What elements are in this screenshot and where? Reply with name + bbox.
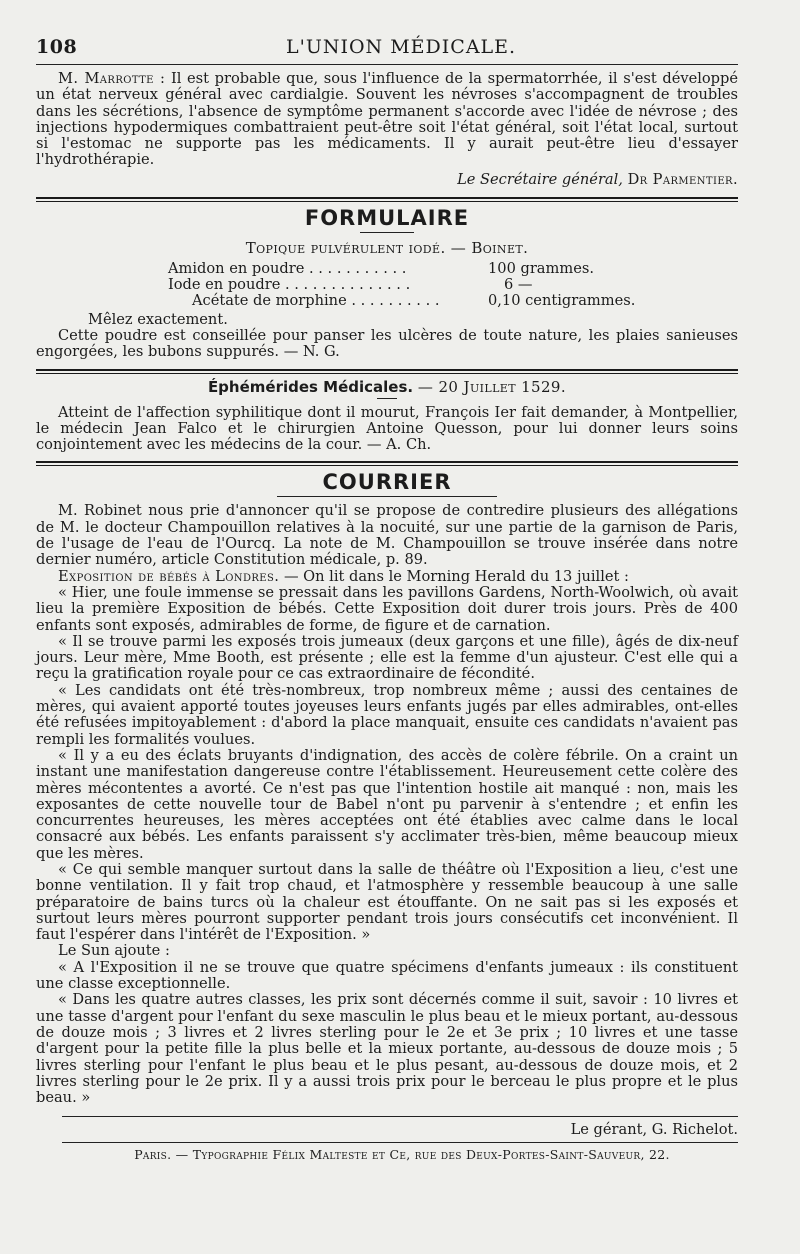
mix-instruction: Mêlez exactement. bbox=[88, 310, 228, 328]
formulaire-text: Cette poudre est conseillée pour panser les ulcères de toute nature, les plaies sanieuses engorgées, les bubons suppurés. — N. G. bbox=[36, 326, 738, 361]
printer-imprint: Paris. — Typographie Félix Malteste et Ce, rue des Deux-Portes-Saint-Sauveur, 22. bbox=[134, 1147, 670, 1163]
short-divider bbox=[360, 232, 414, 233]
ingredient-amount: 0,10 centigrammes. bbox=[488, 292, 636, 310]
ingredient-name: Iode en poudre . . . . . . . . . . . . . . bbox=[168, 276, 411, 294]
ingredient-amount: 6 — bbox=[504, 276, 533, 294]
journal-title: L'UNION MÉDICALE. bbox=[286, 36, 517, 58]
ephemerides-date: — 20 Juillet 1529. bbox=[417, 377, 567, 396]
courrier-paragraph: « Ce qui semble manquer surtout dans la salle de théâtre où l'Exposition a lieu, c'est une bonne ventilation. Il y fait trop chaud, et l'atmosphère y ressemble beaucoup à une salle préparatoire de bains turcs où la chaleur est étouffante. On ne sait pas si les exposés et surtout leurs mères pourront supporter pendant trois jours consécutifs cet inconvénient. Il faut l'espérer dans l'intérêt de l'Exposition. » bbox=[36, 860, 738, 944]
ingredient-row bbox=[36, 261, 738, 277]
signature-role: Le Secrétaire général, bbox=[457, 170, 623, 188]
short-divider bbox=[377, 398, 397, 399]
courrier-paragraph: « Les candidats ont été très-nombreux, trop nombreux même ; aussi des centaines de mères, qui avaient apporté toutes joyeuses leurs enfants jugés par elles admirables, ont-elles été refusées impitoyablement : d'abord la place manquait, ensuite ces candidats n'avaient pas rempli les formalités voulues. bbox=[36, 681, 738, 748]
courrier-paragraph: « Hier, une foule immense se pressait dans les pavillons Gardens, North-Woolwich, où avait lieu la première Exposition de bébés. Cette Exposition doit durer trois jours. Près de 400 enfants sont exposés, admirables de forme, de figure et de carnation. bbox=[36, 583, 738, 634]
ephemerides-heading bbox=[36, 378, 738, 396]
courrier-paragraph: Le Sun ajoute : bbox=[58, 942, 170, 960]
ephemerides-text: Atteint de l'affection syphilitique dont il mourut, François Ier fait demander, à Montpellier, le médecin Jean Falco et le chirurgien Antoine Quesson, pour lui donner leurs soins conjointement avec les médecins de la cour. — A. Ch. bbox=[36, 403, 738, 454]
manager-signature: Le gérant, G. Richelot. bbox=[570, 1121, 738, 1139]
page-number: 108 bbox=[36, 36, 78, 58]
section-divider bbox=[36, 369, 738, 374]
ingredient-name: Amidon en poudre . . . . . . . . . . . bbox=[168, 259, 407, 277]
section-divider bbox=[36, 461, 738, 466]
courrier-paragraph: « Il se trouve parmi les exposés trois jumeaux (deux garçons et une fille), âgés de dix-neuf jours. Leur mère, Mme Booth, est présente ; elle est la femme d'un ajusteur. C'est elle qui a reçu la gratification royale pour ce cas extraordinaire de fécondité. bbox=[36, 632, 738, 683]
courrier-paragraph: « Il y a eu des éclats bruyants d'indignation, des accès de colère fébrile. On a craint un instant une manifestation dangereuse contre l'établissement. Heureusement cette colère des mères mécontentes a avorté. Ce n'est pas que l'intention hostile ait manqué : non, mais les exposantes de cette nouvelle tour de Babel n'ont pu parvenir à s'entendre ; et enfin les concurrentes heureuses, les mères acceptées ont été établies avec calme dans le local consacré aux bébés. Les enfants paraissent s'y acclimater très-bien, même beaucoup mieux que les mères. bbox=[36, 746, 738, 862]
exposition-lead: Exposition de bébés à Londres. bbox=[58, 567, 280, 585]
marrotte-paragraph bbox=[36, 71, 738, 169]
exposition-intro: — On lit dans le Morning Herald du 13 juillet : bbox=[283, 567, 629, 585]
page-header bbox=[36, 34, 738, 64]
ingredient-row bbox=[36, 293, 738, 309]
courrier-heading: COURRIER bbox=[322, 470, 452, 495]
formulaire-heading: FORMULAIRE bbox=[304, 205, 470, 230]
courrier-paragraph bbox=[36, 569, 738, 585]
ingredient-list bbox=[36, 261, 738, 310]
formula-title: Topique pulvérulent iodé. — Boinet. bbox=[245, 238, 529, 257]
courrier-paragraph: M. Robinet nous prie d'annoncer qu'il se propose de contredire plusieurs des allégations de M. le docteur Champouillon relatives à la nocuité, sur une partie de la garnison de Paris, de l'usage de l'eau de l'Ourcq. La note de M. Champouillon se trouve insérée dans notre dernier numéro, article Constitution médicale, p. 89. bbox=[36, 502, 738, 569]
ephemerides-title: Éphémérides Médicales. bbox=[207, 377, 414, 396]
signature-name: Dr Parmentier. bbox=[627, 170, 738, 188]
ingredient-amount: 100 grammes. bbox=[488, 259, 594, 277]
marrotte-text: Il est probable que, sous l'influence de la spermatorrhée, il s'est développé un état nerveux général avec cardialgie. Souvent les névroses s'accompagnent de troubles dans les sécrétions, l'absence de symptôme permanent s'accorde avec l'idée de névrose ; des injections hypodermiques combattraient peut-être soit l'état général, soit l'état local, surtout si l'estomac ne supporte pas les médicaments. Il y aurait peut-être lieu d'essayer l'hydrothérapie. bbox=[36, 70, 738, 169]
ingredient-row bbox=[36, 277, 738, 293]
speaker-name: M. Marrotte : bbox=[58, 70, 166, 87]
ingredient-name: Acétate de morphine . . . . . . . . . . bbox=[192, 292, 440, 310]
secretary-signature bbox=[36, 171, 738, 189]
footer-rule bbox=[62, 1142, 738, 1143]
courrier-paragraph: « A l'Exposition il ne se trouve que quatre spécimens d'enfants jumeaux : ils constituent une classe exceptionnelle. bbox=[36, 958, 738, 993]
courrier-paragraph: « Dans les quatre autres classes, les prix sont décernés comme il suit, savoir : 10 livres et une tasse d'argent pour l'enfant du sexe masculin le plus beau et le mieux portant, au-dessous de douze mois ; 3 livres et 2 livres sterling pour le 2e et 3e prix ; 10 livres et une tasse d'argent pour la petite fille la plus belle et la mieux portante, au-dessous de douze mois ; 5 livres sterling pour l'enfant le plus beau et le plus pesant, au-dessous de douze mois, et 2 livres sterling pour le 2e prix. Il y a aussi trois prix pour le berceau le plus propre et le plus beau. » bbox=[36, 991, 738, 1107]
footer-rule bbox=[62, 1116, 738, 1117]
section-divider bbox=[36, 197, 738, 202]
short-divider bbox=[277, 496, 497, 497]
header-rule bbox=[36, 64, 738, 65]
